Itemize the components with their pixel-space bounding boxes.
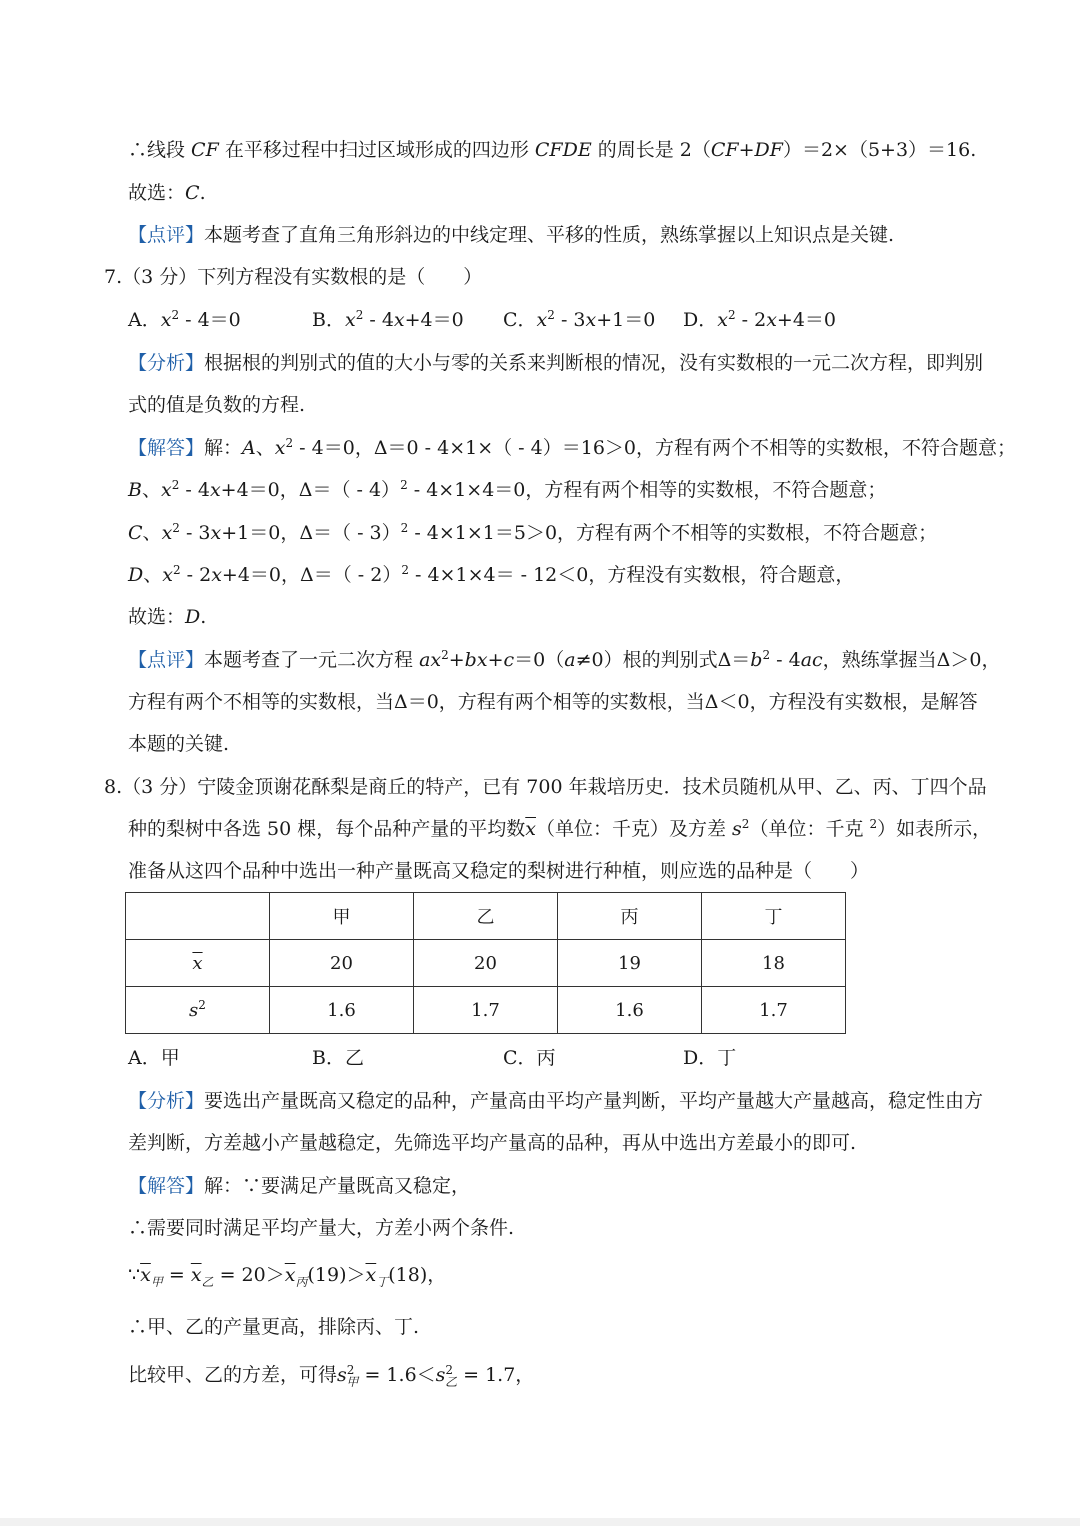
q7-answer-d: D、$x^2 - 2x+4=0$，Δ＝（ - 2）$^2$ - 4×1×4＝ - 12＜0，方程没有实数根，符合题意， [128, 563, 855, 586]
table-cell [126, 893, 270, 940]
table-cell: 丁 [702, 893, 846, 940]
table-cell: 19 [558, 940, 702, 987]
page-bottom-edge [0, 1518, 1080, 1526]
q8-option-a: A．甲 [128, 1047, 180, 1069]
q7-comment-line-3: 本题的关键. [128, 733, 230, 755]
table-row [126, 987, 846, 1034]
q7-option-a: A．$x^2 - 4=0$ [128, 308, 241, 331]
q8-answer-line-4: ∴甲、乙的产量更高，排除丙、丁. [128, 1316, 420, 1338]
q8-option-d: D．丁 [683, 1047, 737, 1069]
q8-option-c: C．丙 [503, 1047, 556, 1069]
conclusion-text: ∴线段 CF 在平移过程中扫过区域形成的四边形 CFDE 的周长是 2（CF+DF）＝2×（5+3）＝16. [128, 139, 977, 161]
table-cell: 1.7 [702, 987, 846, 1034]
table-cell: 20 [414, 940, 558, 987]
comment-text: 本题考查了直角三角形斜边的中线定理、平移的性质，熟练掌握以上知识点是关键. [204, 224, 895, 246]
table-cell: 20 [270, 940, 414, 987]
q8-analysis-line-2: 差判断，方差越小产量越稳定，先筛选平均产量高的品种，再从中选出方差最小的即可. [128, 1132, 857, 1154]
q7-comment-line-1: 【点评】本题考查了一元二次方程 $ax^2+bx+c=0(a\ne 0)$根的判别式$\Delta=b^2 - 4ac$，熟练掌握当Δ＞0， [128, 648, 1001, 671]
question-7: 7.（3 分）下列方程没有实数根的是（ ） [104, 266, 483, 288]
q7-option-c: C．$x^2 - 3x+1=0$ [503, 308, 656, 331]
table-row [126, 940, 846, 987]
data-table [125, 892, 846, 1034]
table-cell: 1.7 [414, 987, 558, 1034]
q7-option-b: B．$x^2 - 4x+4=0$ [312, 308, 464, 331]
q8-answer-line-5: 比较甲、乙的方差，可得$s^2_甲 = 1.6<s^2_乙 = 1.7$， [128, 1363, 535, 1389]
q7-analysis-text-1: 根据根的判别式的值的大小与零的关系来判断根的情况，没有实数根的一元二次方程，即判别 [204, 352, 984, 374]
q7-answer-a: 【解答】解：A、$x^2 - 4=0$，Δ＝0 - 4×1×（ - 4）＝16＞0，方程有两个不相等的实数根，不符合题意； [128, 436, 1016, 459]
q8-answer-line-1 [128, 1173, 470, 1199]
q8-option-b: B．乙 [312, 1047, 364, 1069]
table-cell: 1.6 [558, 987, 702, 1034]
comment-line [128, 222, 894, 248]
conclusion-line [128, 137, 976, 163]
table-cell: 甲 [270, 893, 414, 940]
q8-answer-text-1: 解：∵要满足产量既高又稳定， [204, 1175, 471, 1197]
question-8-line-1: 8.（3 分）宁陵金顶谢花酥梨是商丘的特产，已有 700 年栽培历史．技术员随机从甲、乙、丙、丁四个品 [104, 776, 987, 798]
q8-answer-tag: 【解答】 [128, 1175, 205, 1197]
q8-analysis-line-1 [128, 1088, 983, 1114]
q7-analysis-line-1 [128, 350, 983, 376]
q8-answer-line-3: $\because\overline{x}_甲 = \overline{x}_乙 = 20>\overline{x}_丙(19)>\overline{x}_丁(18)$， [128, 1264, 447, 1289]
q8-analysis-tag: 【分析】 [128, 1090, 205, 1112]
table-cell: 乙 [414, 893, 558, 940]
q7-analysis-line-2: 式的值是负数的方程. [128, 394, 306, 416]
question-8-line-2: 种的梨树中各选 50 棵，每个品种产量的平均数$\overline{x}$（单位：千克）及方差 $s^2$（单位：千克 $^2$）如表所示， [128, 817, 992, 840]
q7-option-d: D．$x^2 - 2x+4=0$ [683, 308, 837, 331]
q7-comment-tag: 【点评】 [128, 649, 205, 671]
q8-analysis-text-1: 要选出产量既高又稳定的品种，产量高由平均产量判断，平均产量越大产量越高，稳定性由方 [204, 1090, 984, 1112]
table-header-row [126, 893, 846, 940]
table-row-label: $s^2$ [126, 987, 270, 1034]
q7-answer-tag: 【解答】 [128, 437, 205, 459]
table-cell: 1.6 [270, 987, 414, 1034]
comment-tag: 【点评】 [128, 224, 205, 246]
table-row-label: $\overline{x}$ [126, 940, 270, 987]
table-cell: 丙 [558, 893, 702, 940]
table-cell: 18 [702, 940, 846, 987]
q7-answer-c: C、$x^2 - 3x+1=0$，Δ＝（ - 3）$^2$ - 4×1×1＝5＞0，方程有两个不相等的实数根，不符合题意； [128, 521, 938, 544]
q7-comment-line-2: 方程有两个不相等的实数根，当Δ＝0，方程有两个相等的实数根，当Δ＜0，方程没有实数根，是解答 [128, 691, 978, 713]
question-8-line-3: 准备从这四个品种中选出一种产量既高又稳定的梨树进行种植，则应选的品种是（ ） [128, 860, 870, 882]
q7-choose: 故选：D. [128, 606, 207, 628]
q7-analysis-tag: 【分析】 [128, 352, 205, 374]
choose-line: 故选：C. [128, 182, 206, 204]
q8-answer-line-2: ∴需要同时满足平均产量大，方差小两个条件. [128, 1217, 515, 1239]
q7-answer-b: B、$x^2 - 4x+4=0$，Δ＝（ - 4）$^2$ - 4×1×4＝0，方程有两个相等的实数根，不符合题意； [128, 478, 887, 501]
